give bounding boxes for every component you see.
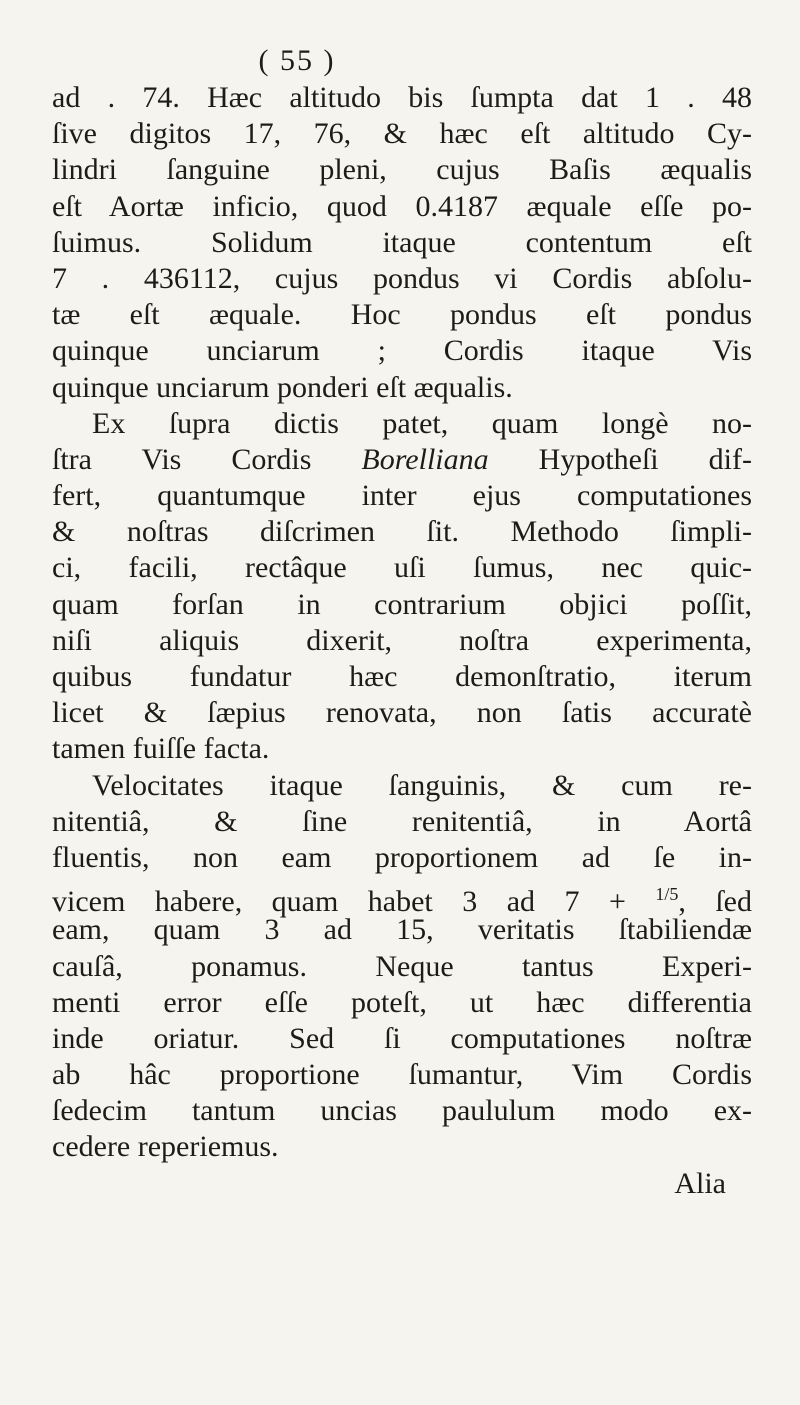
text-line: cedere reperiemus.	[52, 1130, 279, 1164]
body-text	[52, 80, 752, 1202]
text-line: quam forſan in contrarium objici poſſit,	[52, 587, 752, 621]
text-line: fluentis, non eam proportionem ad ſe in-	[52, 840, 752, 874]
text-span: Hypotheſi dif-	[488, 442, 752, 476]
text-line: nitentiâ, & ſine renitentiâ, in Aortâ	[52, 804, 752, 838]
text-line: lindri ſanguine pleni, cujus Baſis æqualis	[52, 153, 752, 187]
paragraph-start-line: Ex ſupra dictis patet, quam longè no-	[92, 406, 752, 440]
text-line: ci, facili, rectâque uſi ſumus, nec quic-	[52, 551, 752, 585]
text-line	[52, 442, 752, 478]
italic-term: Borelliana	[361, 442, 489, 476]
text-line: niſi aliquis dixerit, noſtra experimenta,	[52, 623, 752, 657]
text-line: menti error eſſe poteſt, ut hæc differentia	[52, 985, 752, 1019]
text-line: tæ eſt æquale. Hoc pondus eſt pondus	[52, 298, 752, 332]
text-span: , ſed	[678, 885, 752, 919]
text-line: quinque unciarum ; Cordis itaque Vis	[52, 334, 752, 368]
text-line: fert, quantumque inter ejus computationes	[52, 479, 752, 513]
text-line: eſt Aortæ inficio, quod 0.4187 æquale eſſe po-	[52, 189, 752, 223]
text-line: & noſtras diſcrimen ſit. Methodo ſimpli-	[52, 515, 752, 549]
text-line: quibus fundatur hæc demonſtratio, iterum	[52, 660, 752, 693]
text-line	[52, 876, 752, 919]
text-span: ſtra Vis Cordis	[52, 442, 362, 476]
text-line: ad . 74. Hæc altitudo bis ſumpta dat 1 . 48	[52, 81, 752, 114]
text-line: ſuimus. Solidum itaque contentum eſt	[52, 225, 752, 259]
text-span: vicem habere, quam habet 3 ad 7 +	[52, 885, 656, 919]
fraction: 1/5	[655, 884, 679, 905]
text-line: licet & ſæpius renovata, non ſatis accuratè	[52, 696, 752, 730]
text-line: inde oriatur. Sed ſi computationes noſtræ	[52, 1021, 752, 1055]
text-line: 7 . 436112, cujus pondus vi Cordis abſolu-	[52, 261, 752, 295]
text-line: ſedecim tantum uncias paululum modo ex-	[52, 1094, 752, 1128]
text-line: ſive digitos 17, 76, & hæc eſt altitudo Cy-	[52, 117, 752, 151]
text-line: cauſâ, ponamus. Neque tantus Experi-	[52, 949, 752, 983]
text-line: ab hâc proportione ſumantur, Vim Cordis	[52, 1058, 752, 1092]
catchword: Alia	[674, 1166, 726, 1200]
paragraph-start-line: Velocitates itaque ſanguinis, & cum re-	[92, 768, 752, 802]
text-line: quinque unciarum ponderi eſt æqualis.	[52, 370, 513, 404]
text-line: tamen fuiſſe facta.	[52, 732, 270, 766]
text-line: eam, quam 3 ad 15, veritatis ſtabiliendæ	[52, 913, 752, 947]
page-number: ( 55 )	[258, 44, 336, 77]
